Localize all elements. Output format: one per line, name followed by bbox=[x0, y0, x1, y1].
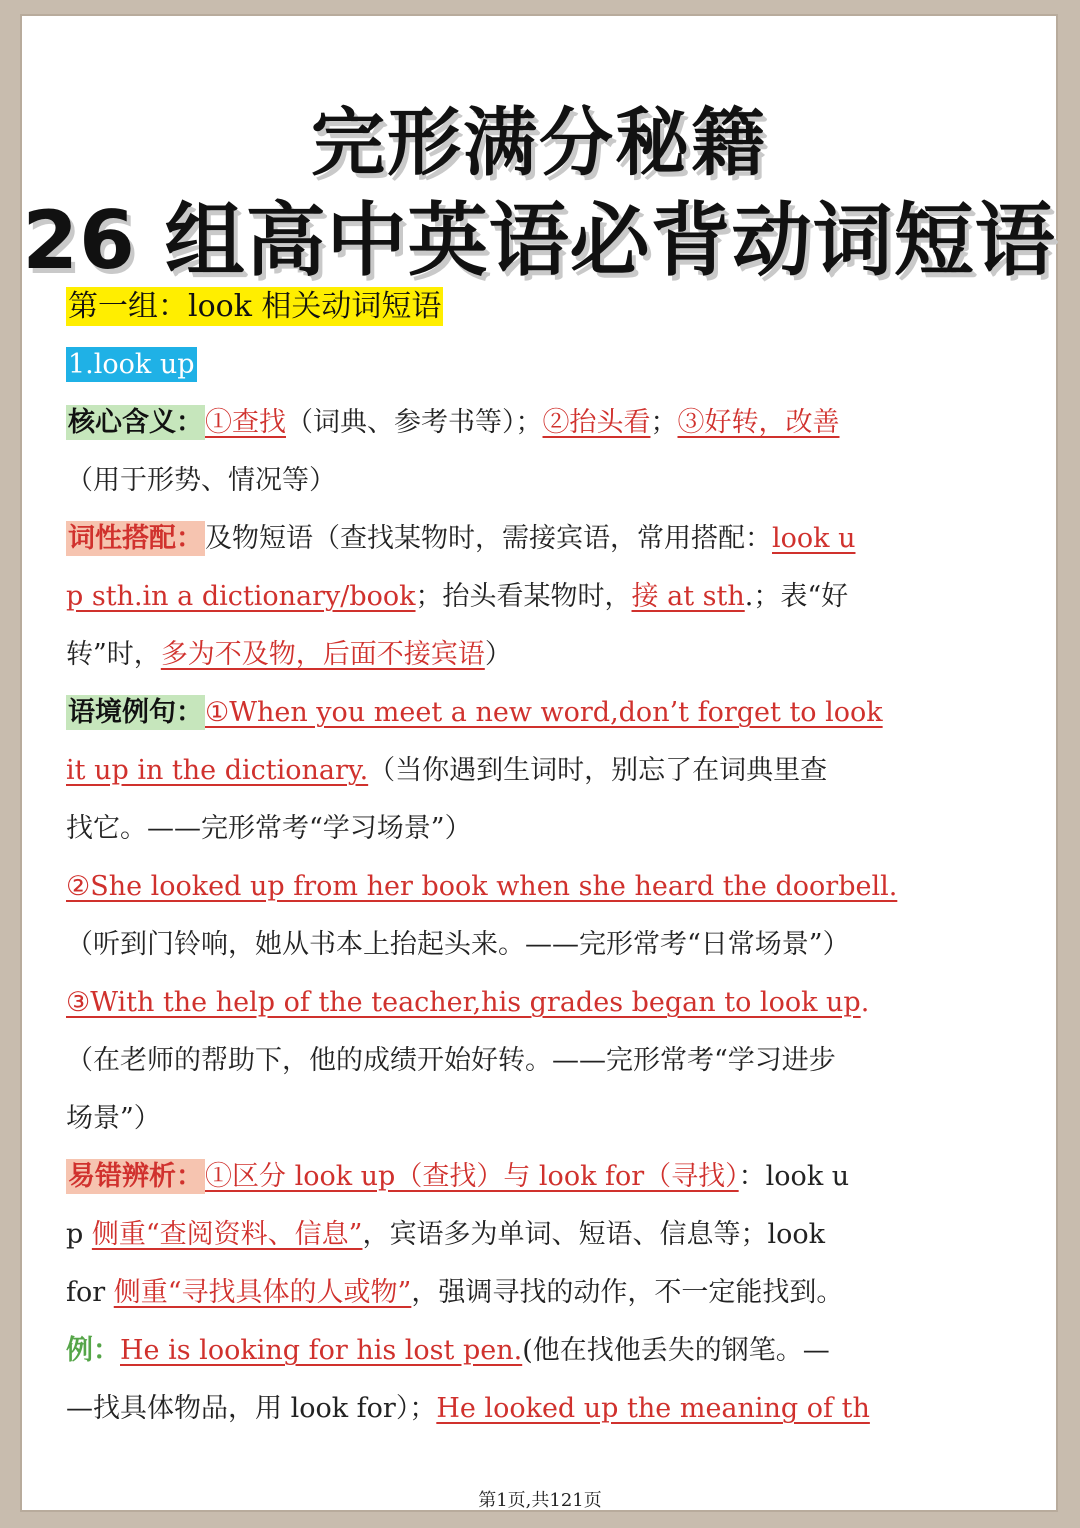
example-sentence: ③With the help of the teacher,his grades began to look up bbox=[66, 987, 861, 1018]
example-label: 例： bbox=[66, 1335, 120, 1366]
example-translation: （听到门铃响，她从书本上抬起头来。——完形常考“日常场景”） bbox=[66, 929, 850, 960]
confusion-part: p bbox=[66, 1219, 92, 1250]
example-translation: （当你遇到生词时，别忘了在词典里查 bbox=[368, 755, 828, 786]
meaning-part: ； bbox=[650, 407, 678, 438]
meaning-line-1 bbox=[66, 394, 1016, 452]
collocation-part: p sth.in a dictionary/book bbox=[66, 581, 416, 612]
confusion-part: ，强调寻找的动作，不一定能找到。 bbox=[411, 1277, 844, 1308]
title-line-1: 完形满分秘籍 bbox=[311, 100, 767, 186]
collocation-part: .；表“好 bbox=[744, 581, 849, 612]
collocation-part: 多为不及物，后面不接宾语 bbox=[160, 639, 485, 670]
examples-label: 语境例句： bbox=[68, 697, 203, 728]
meaning-part: （词典、参考书等）； bbox=[286, 407, 543, 438]
collocation-label: 词性搭配： bbox=[68, 523, 203, 554]
examples-line-2 bbox=[66, 742, 1016, 800]
confusion-part: —找具体物品，用 look for）； bbox=[66, 1393, 437, 1424]
confusion-part: 侧重“寻找具体的人或物” bbox=[113, 1277, 412, 1308]
example-translation: （在老师的帮助下，他的成绩开始好转。——完形常考“学习进步 bbox=[66, 1045, 836, 1076]
confusion-line-1 bbox=[66, 1148, 1016, 1206]
collocation-part: look u bbox=[772, 523, 856, 554]
collocation-part: 接 at sth bbox=[631, 581, 745, 612]
meaning-part: ②抬头看 bbox=[542, 407, 651, 438]
examples-line-5 bbox=[66, 916, 1016, 974]
group-heading: 第一组：look 相关动词短语 bbox=[68, 289, 442, 324]
example-sentence: ②She looked up from her book when she heard the doorbell. bbox=[66, 871, 898, 902]
meaning-part: ③好转，改善 bbox=[677, 407, 840, 438]
meaning-part: （用于形势、情况等） bbox=[66, 465, 336, 496]
confusion-example: He is looking for his lost pen. bbox=[120, 1335, 523, 1366]
example-sentence-end: . bbox=[860, 987, 870, 1018]
collocation-part: 转”时， bbox=[66, 639, 161, 670]
title-line-2: 26 组高中英语必背动词短语 bbox=[22, 194, 1056, 287]
confusion-example: He looked up the meaning of th bbox=[436, 1393, 870, 1424]
confusion-line-5 bbox=[66, 1380, 1016, 1438]
collocation-part: ） bbox=[484, 639, 512, 670]
confusion-part: 侧重“查阅资料、信息” bbox=[91, 1219, 363, 1250]
item-heading: 1.look up bbox=[68, 349, 195, 380]
meaning-line-2 bbox=[66, 452, 1016, 510]
page-number: 第1页,共121页 bbox=[478, 1490, 602, 1511]
example-sentence: it up in the dictionary. bbox=[66, 755, 369, 786]
examples-line-3 bbox=[66, 800, 1016, 858]
examples-line-1 bbox=[66, 684, 1016, 742]
document-page bbox=[22, 16, 1056, 1510]
example-sentence: ①When you meet a new word,don’t forget to look bbox=[205, 697, 883, 728]
confusion-line-4 bbox=[66, 1322, 1016, 1380]
examples-line-4 bbox=[66, 858, 1016, 916]
confusion-part: ：look u bbox=[738, 1161, 850, 1192]
confusion-label: 易错辨析： bbox=[68, 1161, 203, 1192]
example-translation: 找它。——完形常考“学习场景”） bbox=[66, 813, 472, 844]
group-heading-line bbox=[66, 278, 1016, 336]
examples-line-8 bbox=[66, 1090, 1016, 1148]
confusion-line-3 bbox=[66, 1264, 1016, 1322]
collocation-line-3 bbox=[66, 626, 1016, 684]
confusion-part: (他在找他丢失的钢笔。— bbox=[522, 1335, 830, 1366]
meaning-label: 核心含义： bbox=[68, 407, 203, 438]
confusion-line-2 bbox=[66, 1206, 1016, 1264]
collocation-line-1 bbox=[66, 510, 1016, 568]
confusion-part: ①区分 look up（查找）与 look for（寻找） bbox=[205, 1161, 739, 1192]
examples-line-7 bbox=[66, 1032, 1016, 1090]
meaning-part: ①查找 bbox=[205, 407, 286, 438]
example-translation: 场景”） bbox=[66, 1103, 161, 1134]
confusion-part: ，宾语多为单词、短语、信息等；look bbox=[362, 1219, 825, 1250]
examples-line-6 bbox=[66, 974, 1016, 1032]
collocation-part: ；抬头看某物时， bbox=[415, 581, 632, 612]
content-body bbox=[66, 278, 1016, 1438]
collocation-line-2 bbox=[66, 568, 1016, 626]
collocation-part: 及物短语（查找某物时，需接宾语，常用搭配： bbox=[205, 523, 772, 554]
item-heading-line bbox=[66, 336, 1016, 394]
confusion-part: for bbox=[66, 1277, 114, 1308]
